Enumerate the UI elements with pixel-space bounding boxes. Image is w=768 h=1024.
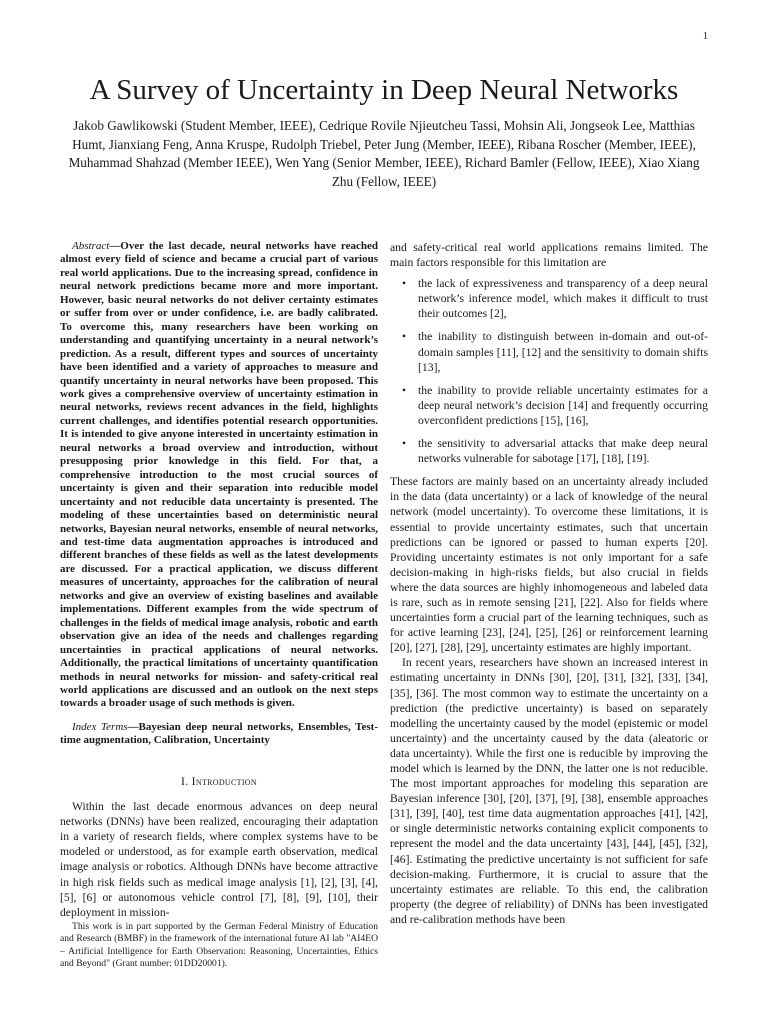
funding-footnote: This work is in part supported by the German Federal Ministry of Education and Research (BMBF) in the framework of the international future AI lab "AI4EO – Artificial Intelligence for Earth Observation: Reasoning, Uncertainties, Ethics and Beyond" (Grant number: 01DD20001). [60,921,378,970]
abstract [60,240,378,711]
list-item [390,383,708,428]
bullet-icon: • [402,437,407,451]
left-column [60,240,378,920]
right-column [390,240,708,927]
right-intro-text: and safety-critical real world applications remains limited. The main factors responsible for this limitation are [390,241,708,270]
limitations-list [390,276,708,466]
index-terms [60,721,378,748]
paper-title: A Survey of Uncertainty in Deep Neural Networks [89,74,679,106]
list-item-text: the sensitivity to adversarial attacks that make deep neural networks vulnerable for sabotage [17], [18], [19]. [418,437,708,466]
page-number: 1 [703,31,708,42]
index-terms-text: —Bayesian deep neural networks, Ensembles, Test-time augmentation, Calibration, Uncertainty [60,720,378,747]
intro-paragraph: Within the last decade enormous advances on deep neural networks (DNNs) have been realized, encouraging their adaptation in a variety of research fields, where complex systems have to be modeled or understood, as for example earth observation, medical image analysis or robotics. Although DNNs have become attractive in high risk fields such as medical image analysis [1], [2], [3], [4], [5], [6] or autonomous vehicle control [7], [8], [9], [10], their deployment in mission- [60,799,378,919]
body-paragraph: These factors are mainly based on an uncertainty already included in the data (data uncertainty) or a lack of knowledge of the neural network (model uncertainty). To overcome these limitations, it is essential to provide uncertainty estimates, such that uncertain predictions can be ignored or passed to human experts [20]. Providing uncertainty estimates is not only important for a safe decision-making in high-risks fields, but also crucial in fields where the data sources are highly inhomogeneous and labeled data is rare, such as in remote sensing [21], [22]. Also for fields where uncertainties form a crucial part of the learning techniques, such as for active learning [23], [24], [25], [26] or reinforcement learning [20], [27], [28], [29], uncertainty estimates are highly important. [390,475,708,655]
list-item [390,276,708,321]
index-terms-label: Index Terms [72,720,128,733]
list-item [390,436,708,466]
bullet-icon: • [402,330,407,344]
list-item-text: the inability to provide reliable uncertainty estimates for a deep neural network’s decision [14] and frequently occurring overconfident predictions [15], [16], [418,383,708,427]
section-heading-introduction: I. Introduction [181,774,257,788]
bullet-icon: • [402,383,407,397]
bullet-icon: • [402,277,407,291]
list-item-text: the lack of expressiveness and transparency of a deep neural network’s inference model, which makes it difficult to trust their outcomes [2], [418,277,708,321]
abstract-label: Abstract [72,240,110,252]
list-item [390,329,708,374]
abstract-text: —Over the last decade, neural networks have reached almost every field of science and became a crucial part of various real world applications. Due to the increasing spread, confidence in neural network predictions became more and more important. However, basic neural networks do not deliver certainty estimates or suffer from over or under confidence, i.e. are badly calibrated. To overcome this, many researchers have been working on understanding and quantifying uncertainty in a neural network’s prediction. As a result, different types and sources of uncertainty have been identified and a variety of approaches to measure and quantify uncertainty in neural networks have been proposed. This work gives a comprehensive overview of uncertainty estimation in neural networks, reviews recent advances in the field, highlights current challenges, and identifies potential research opportunities. It is intended to give anyone interested in uncertainty estimation in neural networks a broad overview and introduction, without presupposing prior knowledge in this field. For that, a comprehensive introduction to the most crucial sources of uncertainty is given and their separation into reducible model uncertainty and not reducible data uncertainty is presented. The modeling of these uncertainties based on deterministic neural networks, Bayesian neural networks, ensemble of neural networks, and test-time data augmentation approaches is introduced and different branches of these fields as well as the latest developments are discussed. For a practical application, we discuss different measures of uncertainty, approaches for the calibration of neural networks and give an overview of existing baselines and available implementations. Different examples from the wide spectrum of challenges in the fields of medical image analysis, robotic and earth observation give an idea of the needs and challenges regarding uncertainties in practical applications of neural networks. Additionally, the practical limitations of uncertainty quantification methods in neural networks for mission- and safety-critical real world applications are discussed and an outlook on the next steps towards a broader usage of such methods is given. [60,240,378,710]
body-paragraph: In recent years, researchers have shown an increased interest in estimating uncertainty in DNNs [30], [20], [31], [32], [33], [34], [35], [36]. The most common way to estimate the uncertainty on a prediction (the predictive uncertainty) is based on separately modelling the uncertainty caused by the model (epistemic or model uncertainty) and the uncertainty caused by the data (aleatoric or data uncertainty). While the first one is reducible by improving the model which is learned by the DNN, the latter one is not reducible. The most important approaches for modeling this separation are Bayesian inference [30], [20], [37], [9], [38], ensemble approaches [31], [39], [40], test time data augmentation approaches [41], [42], or single deterministic networks containing explicit components to represent the model and the data uncertainty [43], [44], [45], [32], [46]. Estimating the predictive uncertainty is not sufficient for safe decision-making. Furthermore, it is crucial to assure that the uncertainty estimates are reliable. To this end, the calibration property (the degree of reliability) of DNNs has been investigated and re-calibration methods have been [390,656,708,926]
author-list: Jakob Gawlikowski (Student Member, IEEE), Cedrique Rovile Njieutcheu Tassi, Mohsin Ali, Jongseok Lee, Matthias Humt, Jianxiang Feng, Anna Kruspe, Rudolph Triebel, Peter Jung (Member, IEEE), Ribana Roscher (Member, IEEE), Muhammad Shahzad (Member IEEE), Wen Yang (Senior Member, IEEE), Richard Bamler (Fellow, IEEE), Xiao Xiang Zhu (Fellow, IEEE) [68,118,700,189]
list-item-text: the inability to distinguish between in-domain and out-of-domain samples [11], [12] and the sensitivity to domain shifts [13], [418,330,708,374]
